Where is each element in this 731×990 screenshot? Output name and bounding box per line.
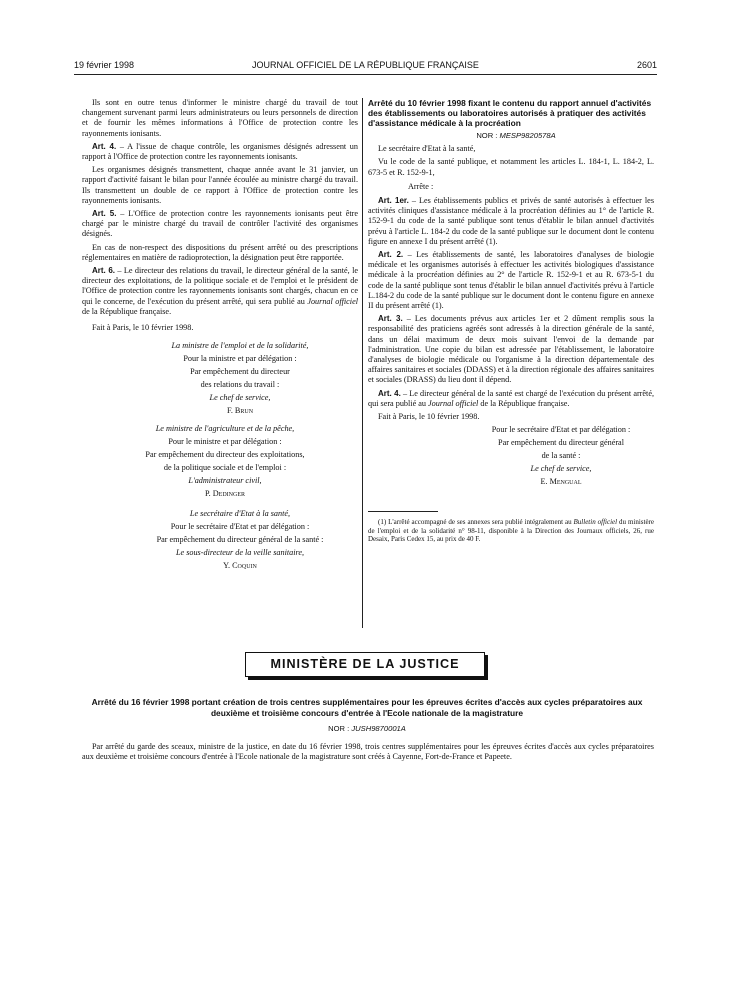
right-column — [368, 98, 654, 547]
ministry-heading: MINISTÈRE DE LA JUSTICE — [270, 657, 460, 671]
footnote-rule — [368, 511, 438, 512]
article-4: Art. 4. – Le directeur général de la santé est chargé de l'exécution du présent arrêté, qui sera publié au Journal officiel de la République française. — [368, 388, 655, 408]
bulletin-reference: Bulletin officiel — [573, 518, 618, 527]
paragraph: Vu le code de la santé publique, et notamment les articles L. 184-1, L. 184-2, L. 673-5 et R. 152-9-1, — [368, 157, 654, 177]
page-header — [74, 60, 657, 74]
article-label: Art. 5. — [92, 209, 117, 219]
signature-line: de la santé : — [541, 451, 581, 461]
signatory-role: Le sous-directeur de la veille sanitaire, — [175, 548, 305, 558]
fait-a-paris: Fait à Paris, le 10 février 1998. — [378, 412, 480, 422]
article-label: Art. 1er. — [378, 196, 409, 206]
article-label: Art. 6. — [92, 266, 116, 276]
article-label: Art. 4. — [92, 141, 117, 151]
ministry-heading-box — [245, 652, 485, 677]
signatory-title: Le secrétaire d'Etat à la santé, — [189, 509, 291, 519]
signature-line: Pour le secrétaire d'Etat et par délégation : — [170, 522, 310, 532]
signature-line: de la politique sociale et de l'emploi : — [163, 463, 287, 473]
signature-line: Par empêchement du directeur général — [498, 438, 624, 448]
header-date: 19 février 1998 — [74, 60, 135, 70]
signature-line: Par empêchement du directeur — [190, 367, 290, 377]
justice-nor-reference: NOR : JUSH9870001A — [328, 724, 406, 733]
signature-line: Par empêchement du directeur général de la santé : — [156, 535, 324, 545]
signature-line: Pour le ministre et par délégation : — [168, 437, 282, 447]
decree-title: Arrêté du 10 février 1998 fixant le contenu du rapport annuel d'activités des établissements ou laboratoires autorisés à pratiquer des activités d'assistance médicale à la procréation — [368, 98, 652, 128]
header-page-number: 2601 — [636, 60, 657, 70]
arrete-label: Arrête : — [408, 181, 434, 191]
signatory-name: Y. Coquin — [223, 561, 257, 571]
justice-decree-title: Arrêté du 16 février 1998 portant création de trois centres supplémentaires pour les épreuves écrites d'accès aux cycles préparatoires aux deuxième et troisième concours d'entrée à l'Ecole nationale de la magistrature — [91, 697, 643, 718]
signature-line: Par empêchement du directeur des exploitations, — [145, 450, 305, 460]
signatory-title: La ministre de l'emploi et de la solidarité, — [171, 341, 309, 351]
signatory-role: Le chef de service, — [530, 464, 592, 474]
signature-line: Pour le secrétaire d'Etat et par délégation : — [491, 425, 631, 435]
paragraph: Les organismes désignés transmettent, chaque année avant le 31 janvier, un rapport d'activité faisant le bilan pour l'année écoulée au ministre chargé du travail. Ils transmettent un double de ce rapport à l'Office de protection contre les rayonnements ionisants. — [82, 165, 358, 205]
nor-reference: NOR : MESP9820578A — [476, 131, 556, 140]
signatory-role: Le chef de service, — [209, 393, 271, 403]
article-label: Art. 3. — [378, 314, 403, 324]
signatory-role: L'administrateur civil, — [188, 476, 262, 486]
paragraph: Le secrétaire d'Etat à la santé, — [378, 144, 476, 154]
signature-block-agriculture — [82, 424, 358, 499]
signatory-name: F. Brun — [226, 406, 254, 416]
article-label: Art. 4. — [378, 388, 401, 398]
article-3: Art. 3. – Les documents prévus aux articles 1er et 2 dûment remplis sous la responsabilité des praticiens agréés sont adressés à la direction générale de la santé, dans un délai maximum de deux mois suivant l'envoi de la demande par l'administration. Une copie du bilan est adressée par l'établissement, le laboratoire d'analyses de biologie médicale ou l'organisme à la direction départementale des affaires sanitaires et sociales (DDASS) et à la direction régionale des affaires sanitaires et sociales (DRASS) du lieu dont il dépend. — [368, 314, 654, 385]
journal-reference: Journal officiel — [428, 398, 479, 408]
signatory-title: Le ministre de l'agriculture et de la pêche, — [155, 424, 295, 434]
signature-line: Pour la ministre et par délégation : — [183, 354, 297, 364]
article-2: Art. 2. – Les établissements de santé, les laboratoires d'analyses de biologie médicale et les organismes autorisés à effectuer les activités biologiques d'assistance médicale à la procréation définies au 2° de l'article R. 152-9-1 et au R. 673-5-1 du code de la santé publique sont tenus d'établir le bilan annuel d'activités prévu à l'article L.184-2 du code de la santé publique sur le document dont le contenu figure en annexe II du présent arrêté (1). — [368, 250, 654, 311]
signatory-name: E. Mengual — [540, 477, 582, 487]
header-rule — [74, 74, 657, 75]
paragraph: En cas de non-respect des dispositions du présent arrêté ou des prescriptions réglementaires en matière de radioprotection, la désignation peut être rapportée. — [82, 242, 358, 262]
article-1: Art. 1er. – Les établissements publics et privés de santé autorisés à effectuer les activités cliniques d'assistance médicale à la procréation définies au 1° de l'article R. 152-9-1 du code de la santé publique sont tenus d'établir le bilan annuel d'activités prévu à l'article L. 184-2 du code de la santé publique sur le document dont le contenu figure en annexe I du présent arrêté (1). — [368, 196, 655, 246]
footnote: (1) L'arrêté accompagné de ses annexes sera publié intégralement au Bulletin officiel du ministère de l'emploi et de la solidarité n° 98-11, disponible à la Direction des Journaux officiels, 26, rue Desaix, Paris Cedex 15, au prix de 40 F. — [368, 518, 654, 544]
justice-paragraph: Par arrêté du garde des sceaux, ministre de la justice, en date du 16 février 1998, trois centres supplémentaires pour les épreuves écrites d'accès aux cycles préparatoires aux deuxième et troisième concours d'entrée à l'Ecole nationale de la magistrature sont créés à Cayenne, Fort-de-France et Papeete. — [82, 742, 654, 762]
fait-a-paris: Fait à Paris, le 10 février 1998. — [92, 323, 194, 333]
signature-block-right — [458, 425, 654, 487]
nor-code: JUSH9870001A — [351, 724, 406, 733]
header-journal-title: JOURNAL OFFICIEL DE LA RÉPUBLIQUE FRANÇAISE — [252, 60, 479, 70]
article-label: Art. 2. — [378, 250, 404, 260]
nor-code: MESP9820578A — [499, 131, 556, 140]
signature-line: des relations du travail : — [200, 380, 280, 390]
article-6: Art. 6. – Le directeur des relations du travail, le directeur général de la santé, le directeur des exploitations, de la politique sociale et de l'emploi et le président de l'Office de protection contre les rayonnements ionisants sont chargés, chacun en ce qui le concerne, de l'exécution du présent arrêté, qui sera publié au Journal officiel de la République française. — [82, 266, 358, 316]
paragraph: Ils sont en outre tenus d'informer le ministre chargé du travail de tout changement survenant parmi leurs administrateurs ou leurs personnels de direction et de fournir les mêmes informations à l'Office de protection contre les rayonnements ionisants. — [82, 98, 358, 138]
left-column — [82, 98, 358, 574]
journal-reference: Journal officiel — [307, 296, 358, 306]
signatory-name: P. Dedinger — [205, 489, 245, 499]
article-5: Art. 5. – L'Office de protection contre les rayonnements ionisants peut être chargé par le ministre chargé du travail de contrôler l'activité des organismes désignés. — [82, 209, 359, 239]
signature-block-sante — [112, 509, 358, 571]
signature-block-emploi — [112, 341, 358, 416]
column-divider — [362, 98, 363, 628]
article-4: Art. 4. – A l'issue de chaque contrôle, les organismes désignés adressent un rapport à l'Office de protection contre les rayonnements ionisants. — [82, 141, 358, 162]
